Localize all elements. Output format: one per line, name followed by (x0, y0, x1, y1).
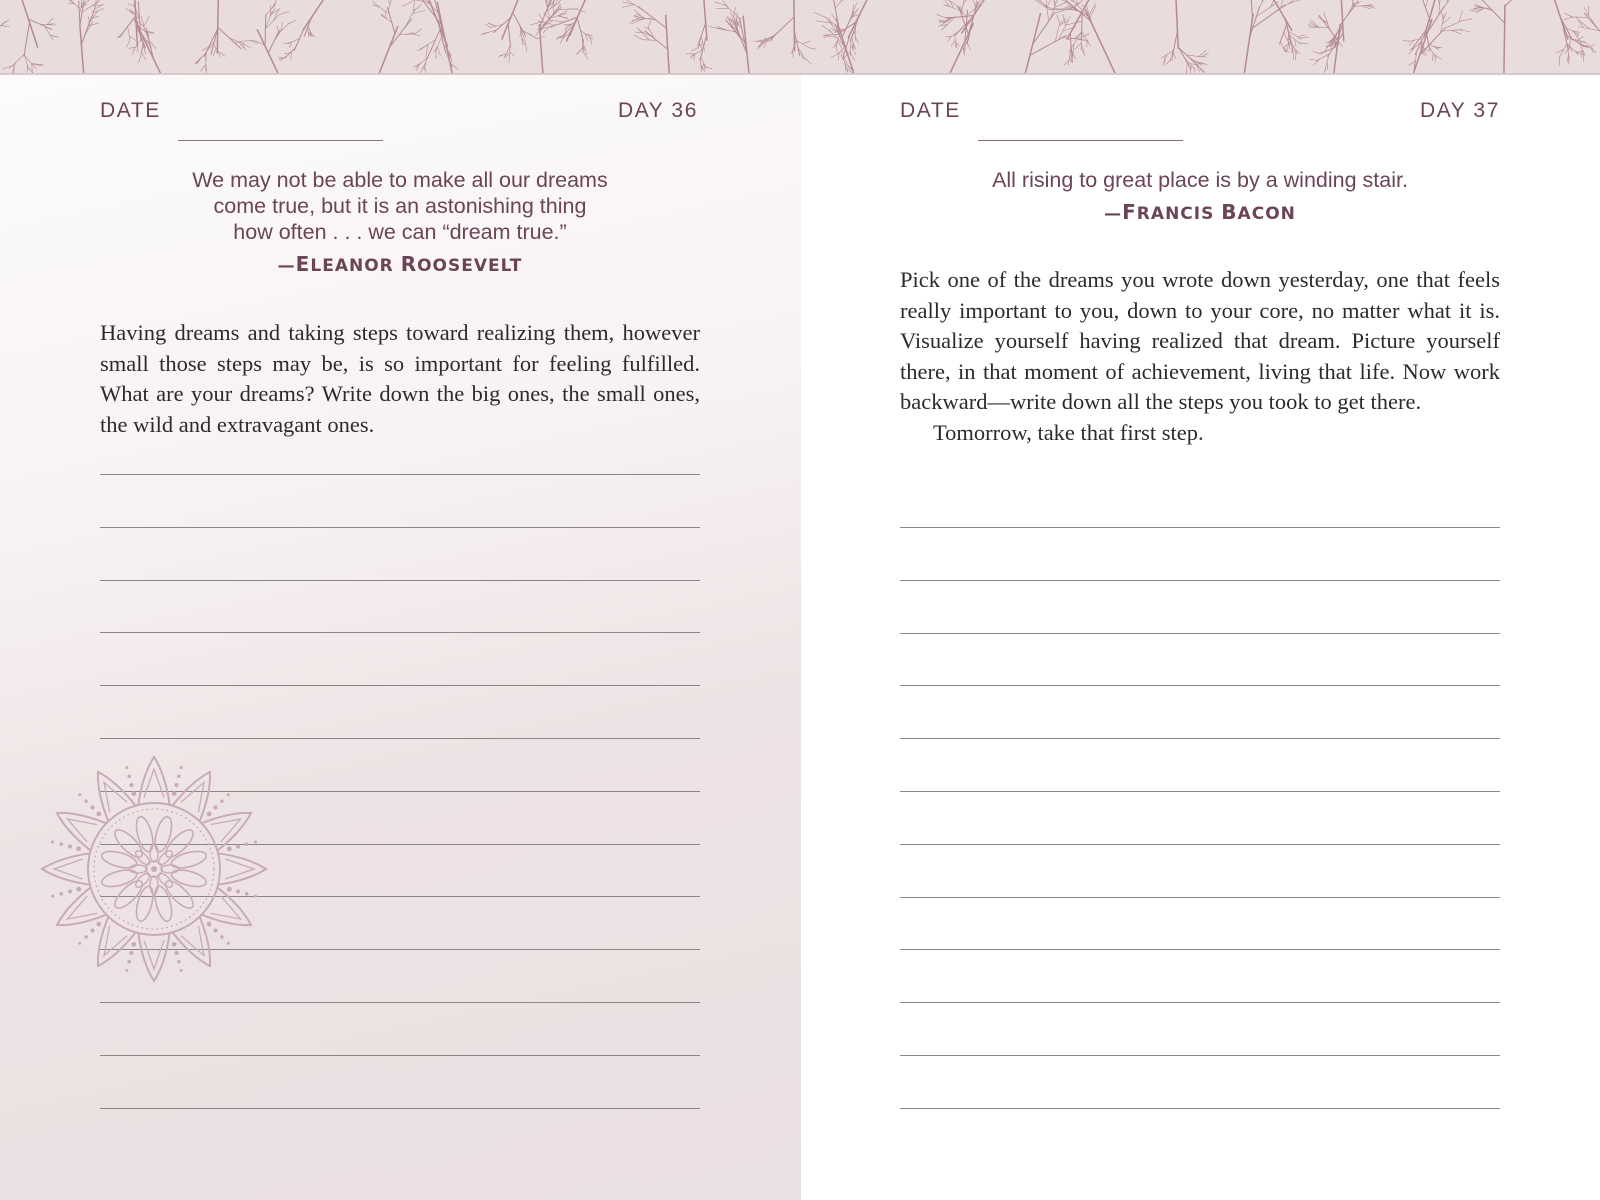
right-page (801, 75, 1600, 1200)
prompt-paragraph: Tomorrow, take that first step. (933, 419, 1204, 445)
date-label: DATE (900, 99, 961, 122)
prompt-paragraph: Having dreams and taking steps toward realizing them, however small those steps may be, is so important for feeling fulfilled. What are your dreams? Write down the big ones, the small ones, the wild and extravagant ones. (100, 320, 700, 437)
prompt-text (100, 318, 700, 440)
writing-line[interactable] (900, 791, 1500, 792)
writing-line[interactable] (900, 1002, 1500, 1003)
day-label: DAY 36 (617, 99, 698, 122)
date-input-line[interactable] (178, 140, 383, 141)
quote (900, 167, 1500, 193)
writing-line[interactable] (100, 685, 700, 686)
prompt-text (900, 265, 1500, 448)
writing-line[interactable] (900, 1108, 1500, 1109)
writing-line[interactable] (900, 844, 1500, 845)
quote-author: —ELEANOR ROOSEVELT (277, 252, 523, 276)
prompt-paragraph: Pick one of the dreams you wrote down yesterday, one that feels really important to you, down to your core, no matter what it is. Visualize yourself having realized that dream. Picture yourself there, in that moment of achievement, living that life. Now work backward—write down all the steps you took to get there. (900, 267, 1500, 414)
writing-line[interactable] (900, 633, 1500, 634)
quote-line: how often . . . we can “dream true.” (233, 220, 567, 244)
writing-line[interactable] (100, 474, 700, 475)
quote-line: All rising to great place is by a winding stair. (992, 168, 1408, 192)
writing-line[interactable] (900, 527, 1500, 528)
left-page (0, 75, 801, 1200)
quote-line: come true, but it is an astonishing thing (213, 194, 587, 218)
writing-line[interactable] (900, 949, 1500, 950)
date-label: DATE (100, 99, 161, 122)
writing-line[interactable] (100, 527, 700, 528)
quote-line: We may not be able to make all our dreams (192, 168, 608, 192)
fern-pattern-icon (0, 0, 1600, 73)
date-input-line[interactable] (978, 140, 1183, 141)
writing-line[interactable] (100, 632, 700, 633)
quote-author: —FRANCIS BACON (1104, 200, 1296, 224)
writing-line[interactable] (900, 897, 1500, 898)
botanical-banner (0, 0, 1600, 75)
date-row (100, 99, 700, 129)
writing-line[interactable] (900, 1055, 1500, 1056)
writing-line[interactable] (100, 1055, 700, 1056)
writing-line[interactable] (900, 580, 1500, 581)
writing-line[interactable] (900, 685, 1500, 686)
mandala-icon (38, 753, 270, 985)
quote (100, 167, 700, 245)
date-row (900, 99, 1500, 129)
writing-line[interactable] (100, 738, 700, 739)
writing-line[interactable] (100, 580, 700, 581)
writing-line[interactable] (100, 1002, 700, 1003)
day-label: DAY 37 (1419, 99, 1500, 122)
writing-line[interactable] (100, 1108, 700, 1109)
writing-line[interactable] (900, 738, 1500, 739)
